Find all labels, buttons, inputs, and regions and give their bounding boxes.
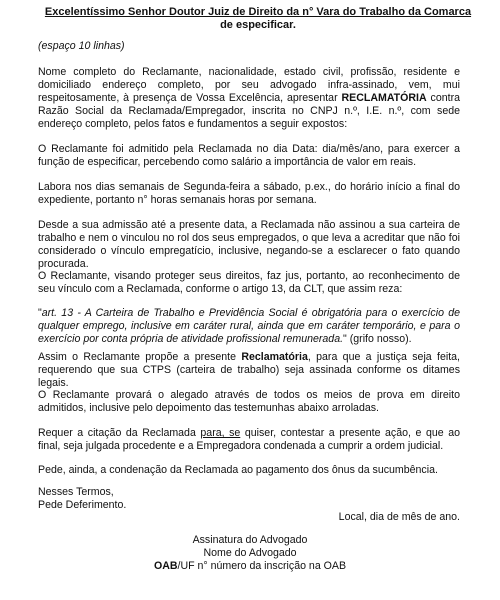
underlined-phrase: para, se (200, 427, 241, 439)
document-header (40, 6, 476, 32)
paragraph-work-hours: Labora nos dias semanais de Segunda-feira a sábado, p.ex., do horário início a final do expediente, portanto n° horas semanais horas por semana. (38, 181, 460, 206)
paragraph-qualification-text-c: contra Razão Social da Reclamada/Empregador, inscrita no CNPJ n.º, I.E. n.º, com sede endereço completo, pelos fatos e fundamentos a seguir expostos: (38, 92, 460, 130)
oab-number: /UF n° número da inscrição na OAB (177, 560, 347, 572)
header-line-1: Excelentíssimo Senhor Doutor Juiz de Direito da n° Vara do Trabalho da Comarca (44, 6, 472, 18)
reclamatoria-keyword-2: Reclamatória (241, 351, 308, 363)
place-date: Local, dia de mês de ano. (338, 511, 460, 523)
lawyer-name: Nome do Advogado (203, 547, 297, 559)
quote-open-mark: " (38, 307, 42, 319)
law-quote (38, 307, 460, 346)
paragraph-citation-text-c: quiser, contestar a presente ação, e que ao final, seja julgada procedente e a Empregadora condenada a cumprir a ordem judicial. (38, 427, 461, 452)
paragraph-citation (38, 427, 460, 453)
paragraph-request-ctps-text-c: , para que a justiça seja feita, requerendo que sua CTPS (carteira de trabalho) seja assinada conforme os ditames legais. (38, 351, 460, 389)
quote-text: art. 13 - A Carteira de Trabalho e Previdência Social é obrigatória para o exercício de qualquer emprego, inclusive em caráter rural, ainda que em caráter temporário, e para o exercício por conta própria de atividade profissional remunerada. (38, 307, 460, 345)
oab-label: OAB (153, 560, 178, 572)
spacing-note: (espaço 10 linhas) (38, 40, 125, 52)
paragraph-admission: O Reclamante foi admitido pela Reclamada no dia Data: dia/mês/ano, para exercer a função de especificar, percebendo como salário a importância de valor em reais. (38, 143, 460, 168)
oab-line (130, 560, 370, 573)
paragraph-rights: O Reclamante, visando proteger seus direitos, faz jus, portanto, ao reconhecimento de seu vínculo com a Reclamada, conforme o artigo 13, da CLT, que assim reza: (38, 270, 460, 295)
closing-line-1: Nesses Termos, (38, 486, 114, 498)
paragraph-qualification-text-a: Nome completo do Reclamante, nacionalidade, estado civil, profissão, residente e domiciliado endereço completo, por seu advogado infra-assinado, vem, mui respeitosamente, à presença de Vossa Excelência, apresentar (38, 66, 460, 104)
paragraph-request-ctps (38, 351, 460, 390)
quote-close: " (grifo nosso). (343, 333, 412, 345)
paragraph-qualification (38, 66, 460, 131)
paragraph-no-registration: Desde a sua admissão até a presente data, a Reclamada não assinou a sua carteira de trabalho e nem o vinculou no rol dos seus empregados, o que leva a acreditar que não foi considerado o vínculo empregatício, inclusive, negando-se a esclarecer o fato quando procurada. (38, 219, 460, 270)
reclamatoria-keyword: RECLAMATÓRIA (341, 92, 427, 104)
paragraph-evidence: O Reclamante provará o alegado através de todos os meios de prova em direito admitidos, inclusive pelo depoimento das testemunhas abaixo arroladas. (38, 389, 460, 414)
paragraph-request-ctps-text-a: Assim o Reclamante propõe a presente (38, 351, 242, 363)
signature-block (130, 534, 370, 573)
closing-block (38, 486, 238, 512)
paragraph-citation-text-a: Requer a citação da Reclamada (38, 427, 201, 439)
paragraph-costs: Pede, ainda, a condenação da Reclamada ao pagamento dos ônus da sucumbência. (38, 464, 438, 476)
closing-line-2: Pede Deferimento. (38, 499, 127, 511)
signature-line: Assinatura do Advogado (192, 534, 308, 546)
header-line-2: de especificar. (220, 19, 296, 31)
